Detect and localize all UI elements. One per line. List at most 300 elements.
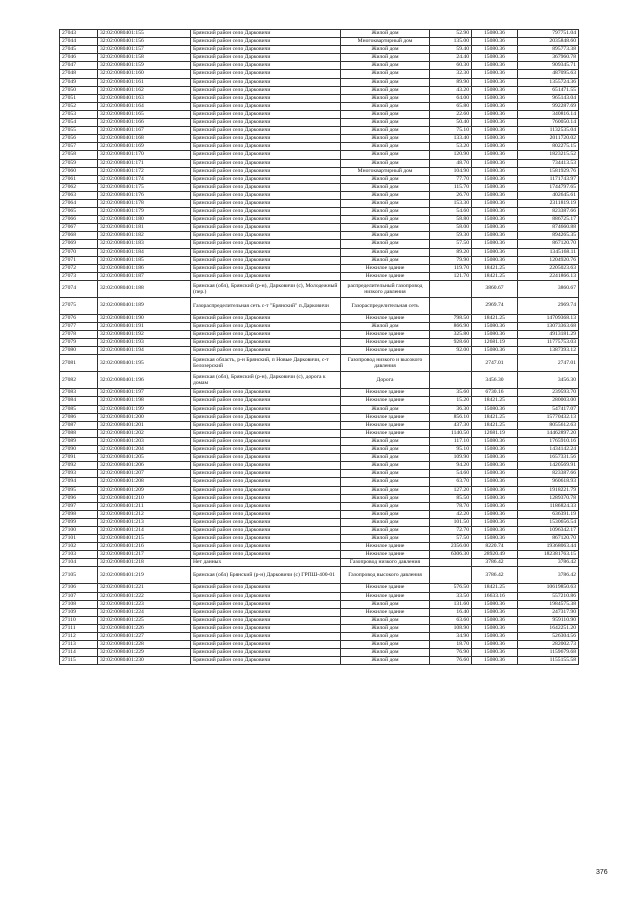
cadastral-number-cell: 32:02:0080401:174 xyxy=(98,175,191,183)
rate-cell: 15080.36 xyxy=(472,535,518,543)
area-cell: 437.30 xyxy=(430,421,472,429)
table-row xyxy=(60,151,579,159)
area-cell: 50.40 xyxy=(430,119,472,127)
table-row xyxy=(60,331,579,339)
cadastral-value-cell: 547417.07 xyxy=(518,405,579,413)
cadastral-value-cell: 797751.04 xyxy=(518,30,579,38)
table-row xyxy=(60,518,579,526)
cadastral-value-cell: 760050.14 xyxy=(518,119,579,127)
rate-cell: 15080.36 xyxy=(472,347,518,355)
object-type-cell: Жилой дом xyxy=(341,216,430,224)
cadastral-number-cell: 32:02:0080401:199 xyxy=(98,405,191,413)
cadastral-value-cell: 13073363.68 xyxy=(518,323,579,331)
object-type-cell: Нежилое здание xyxy=(341,314,430,322)
area-cell: 89.90 xyxy=(430,78,472,86)
object-type-cell: Жилой дом xyxy=(341,232,430,240)
table-row xyxy=(60,454,579,462)
rate-cell: 15080.36 xyxy=(472,616,518,624)
address-cell: Брянский район село Дарковичи xyxy=(191,584,341,592)
rate-cell: 15080.36 xyxy=(472,478,518,486)
row-number-cell: 27060 xyxy=(60,167,98,175)
area-cell: 32.30 xyxy=(430,70,472,78)
cadastral-number-cell: 32:02:0080401:188 xyxy=(98,280,191,297)
area-cell: 866.90 xyxy=(430,323,472,331)
cadastral-number-cell: 32:02:0080401:167 xyxy=(98,127,191,135)
area-cell: 92.00 xyxy=(430,347,472,355)
cadastral-value-cell: 2747.01 xyxy=(518,355,579,372)
address-cell: Брянский район село Дарковичи xyxy=(191,30,341,38)
cadastral-value-cell: 15770432.13 xyxy=(518,413,579,421)
table-row xyxy=(60,624,579,632)
cadastral-value-cell: 1387393.12 xyxy=(518,347,579,355)
table-row xyxy=(60,46,579,54)
cadastral-number-cell: 32:02:0080401:180 xyxy=(98,216,191,224)
table-row xyxy=(60,102,579,110)
row-number-cell: 27090 xyxy=(60,446,98,454)
table-row xyxy=(60,232,579,240)
area-cell: 48.70 xyxy=(430,159,472,167)
address-cell: Брянский район село Дарковичи xyxy=(191,600,341,608)
table-row xyxy=(60,70,579,78)
address-cell: Брянский район село Дарковичи xyxy=(191,470,341,478)
area-cell: 24.40 xyxy=(430,54,472,62)
rate-cell: 15080.36 xyxy=(472,510,518,518)
object-type-cell: Жилой дом xyxy=(341,143,430,151)
object-type-cell: Нежилое здание xyxy=(341,543,430,551)
row-number-cell: 27043 xyxy=(60,30,98,38)
cadastral-value-cell: 402645.61 xyxy=(518,191,579,199)
cadastral-number-cell: 32:02:0080401:212 xyxy=(98,510,191,518)
area-cell: 115.70 xyxy=(430,183,472,191)
object-type-cell: Жилой дом xyxy=(341,641,430,649)
address-cell: Брянский район село Дарковичи xyxy=(191,191,341,199)
address-cell: Брянский район село Дарковичи xyxy=(191,143,341,151)
cadastral-number-cell: 32:02:0080401:163 xyxy=(98,94,191,102)
address-cell: Брянский район село Дарковичи xyxy=(191,494,341,502)
cadastral-value-cell: 4913181.29 xyxy=(518,331,579,339)
cadastral-number-cell: 32:02:0080401:196 xyxy=(98,372,191,389)
object-type-cell: Жилой дом xyxy=(341,510,430,518)
object-type-cell: распределительный газопровод низкого давления xyxy=(341,280,430,297)
cadastral-value-cell: 3456.30 xyxy=(518,372,579,389)
row-number-cell: 27059 xyxy=(60,159,98,167)
area-cell: 72.70 xyxy=(430,526,472,534)
address-cell: Брянский район село Дарковичи xyxy=(191,86,341,94)
cadastral-number-cell: 32:02:0080401:184 xyxy=(98,248,191,256)
rate-cell: 15080.36 xyxy=(472,54,518,62)
rate-cell: 15080.36 xyxy=(472,94,518,102)
cadastral-number-cell: 32:02:0080401:175 xyxy=(98,183,191,191)
address-cell: Брянский район село Дарковичи xyxy=(191,264,341,272)
area-cell: 119.70 xyxy=(430,264,472,272)
cadastral-number-cell: 32:02:0080401:165 xyxy=(98,110,191,118)
address-cell: Брянский район село Дарковичи xyxy=(191,102,341,110)
table-row xyxy=(60,159,579,167)
table-row xyxy=(60,429,579,437)
object-type-cell: Жилой дом xyxy=(341,600,430,608)
cadastral-value-cell: 1434142.24 xyxy=(518,446,579,454)
area-cell xyxy=(430,372,472,389)
object-type-cell: Дорога xyxy=(341,372,430,389)
cadastral-number-cell: 32:02:0080401:194 xyxy=(98,347,191,355)
address-cell: Брянский район село Дарковичи xyxy=(191,183,341,191)
table-row xyxy=(60,30,579,38)
cadastral-value-cell: 886725.17 xyxy=(518,216,579,224)
table-row xyxy=(60,616,579,624)
cadastral-number-cell: 32:02:0080401:230 xyxy=(98,657,191,665)
area-cell: 78.70 xyxy=(430,502,472,510)
address-cell: Нет данных xyxy=(191,559,341,567)
rate-cell: 15080.36 xyxy=(472,224,518,232)
cadastral-value-cell: 651471.55 xyxy=(518,86,579,94)
object-type-cell: Нежилое здание xyxy=(341,389,430,397)
address-cell: Брянский район село Дарковичи xyxy=(191,347,341,355)
row-number-cell: 27067 xyxy=(60,224,98,232)
row-number-cell: 27076 xyxy=(60,314,98,322)
object-type-cell: Жилой дом xyxy=(341,535,430,543)
rate-cell: 15080.36 xyxy=(472,110,518,118)
row-number-cell: 27098 xyxy=(60,510,98,518)
object-type-cell: Жилой дом xyxy=(341,486,430,494)
cadastral-value-cell: 2311819.19 xyxy=(518,199,579,207)
row-number-cell: 27097 xyxy=(60,502,98,510)
cadastral-number-cell: 32:02:0080401:181 xyxy=(98,224,191,232)
cadastral-value-cell: 19368063.44 xyxy=(518,543,579,551)
area-cell: 63.70 xyxy=(430,478,472,486)
rate-cell: 15080.36 xyxy=(472,175,518,183)
cadastral-value-cell: 1581929.76 xyxy=(518,167,579,175)
table-row xyxy=(60,94,579,102)
object-type-cell: Нежилое здание xyxy=(341,413,430,421)
rate-cell: 12681.19 xyxy=(472,339,518,347)
cadastral-value-cell: 965143.04 xyxy=(518,94,579,102)
cadastral-value-cell: 867120.70 xyxy=(518,535,579,543)
table-row xyxy=(60,502,579,510)
address-cell: Брянский район село Дарковичи xyxy=(191,339,341,347)
cadastral-value-cell: 14709368.13 xyxy=(518,314,579,322)
row-number-cell: 27057 xyxy=(60,143,98,151)
object-type-cell: Нежилое здание xyxy=(341,429,430,437)
cadastral-value-cell: 340816.14 xyxy=(518,110,579,118)
rate-cell: 18421.25 xyxy=(472,421,518,429)
table-row xyxy=(60,633,579,641)
row-number-cell: 27077 xyxy=(60,323,98,331)
table-row xyxy=(60,510,579,518)
cadastral-number-cell: 32:02:0080401:182 xyxy=(98,232,191,240)
cadastral-number-cell: 32:02:0080401:200 xyxy=(98,413,191,421)
rate-cell: 15080.36 xyxy=(472,657,518,665)
row-number-cell: 27103 xyxy=(60,551,98,559)
area-cell: 35.60 xyxy=(430,389,472,397)
cadastral-value-cell: 636391.19 xyxy=(518,510,579,518)
table-row xyxy=(60,437,579,445)
cadastral-value-cell: 557210.86 xyxy=(518,592,579,600)
rate-cell: 15080.36 xyxy=(472,135,518,143)
cadastral-value-cell: 1289370.78 xyxy=(518,494,579,502)
rate-cell: 15080.36 xyxy=(472,470,518,478)
cadastral-number-cell: 32:02:0080401:222 xyxy=(98,592,191,600)
cadastral-value-cell: 823387.66 xyxy=(518,470,579,478)
area-cell: 108.90 xyxy=(430,624,472,632)
object-type-cell: Нежилое здание xyxy=(341,608,430,616)
cadastral-value-cell: 282002.73 xyxy=(518,641,579,649)
address-cell: Брянский район село Дарковичи xyxy=(191,94,341,102)
cadastral-value-cell: 280003.00 xyxy=(518,397,579,405)
address-cell: Брянский район село Дарковичи xyxy=(191,518,341,526)
address-cell: Брянский район село Дарковичи xyxy=(191,175,341,183)
row-number-cell: 27094 xyxy=(60,478,98,486)
rate-cell: 28920.49 xyxy=(472,551,518,559)
rate-cell: 18421.25 xyxy=(472,264,518,272)
cadastral-value-cell: 895773.38 xyxy=(518,46,579,54)
rate-cell: 15080.36 xyxy=(472,167,518,175)
row-number-cell: 27082 xyxy=(60,372,98,389)
row-number-cell: 27114 xyxy=(60,649,98,657)
cadastral-number-cell: 32:02:0080401:217 xyxy=(98,551,191,559)
address-cell: Брянский район село Дарковичи xyxy=(191,38,341,46)
area-cell: 79.90 xyxy=(430,256,472,264)
address-cell: Брянский район село Дарковичи xyxy=(191,151,341,159)
area-cell: 15.20 xyxy=(430,397,472,405)
address-cell: Брянский район село Дарковичи xyxy=(191,119,341,127)
row-number-cell: 27105 xyxy=(60,567,98,584)
address-cell: Брянский район село Дарковичи xyxy=(191,535,341,543)
rate-cell: 8220.74 xyxy=(472,543,518,551)
object-type-cell: Жилой дом xyxy=(341,224,430,232)
address-cell: Брянский район село Дарковичи xyxy=(191,624,341,632)
object-type-cell: Жилой дом xyxy=(341,633,430,641)
rate-cell: 6730.16 xyxy=(472,389,518,397)
object-type-cell: Нежилое здание xyxy=(341,584,430,592)
table-row xyxy=(60,191,579,199)
table-row xyxy=(60,641,579,649)
rate-cell: 15080.36 xyxy=(472,331,518,339)
rate-cell: 15080.36 xyxy=(472,62,518,70)
cadastral-number-cell: 32:02:0080401:211 xyxy=(98,502,191,510)
row-number-cell: 27069 xyxy=(60,240,98,248)
row-number-cell: 27070 xyxy=(60,248,98,256)
object-type-cell: Жилой дом xyxy=(341,470,430,478)
cadastral-value-cell: 1765910.16 xyxy=(518,437,579,445)
area-cell: 120.90 xyxy=(430,151,472,159)
object-type-cell: Жилой дом xyxy=(341,110,430,118)
cadastral-number-cell: 32:02:0080401:159 xyxy=(98,62,191,70)
area-cell: 76.60 xyxy=(430,657,472,665)
row-number-cell: 27079 xyxy=(60,339,98,347)
cadastral-number-cell: 32:02:0080401:190 xyxy=(98,314,191,322)
address-cell: Брянский район село Дарковичи xyxy=(191,314,341,322)
object-type-cell: Жилой дом xyxy=(341,240,430,248)
cadastral-value-cell: 823387.66 xyxy=(518,208,579,216)
cadastral-number-cell: 32:02:0080401:223 xyxy=(98,600,191,608)
cadastral-number-cell: 32:02:0080401:227 xyxy=(98,633,191,641)
rate-cell: 15080.36 xyxy=(472,70,518,78)
table-row xyxy=(60,486,579,494)
table-row xyxy=(60,135,579,143)
object-type-cell: Газопровод низкого и высокого давления xyxy=(341,355,430,372)
area-cell: 76.90 xyxy=(430,649,472,657)
area-cell: 57.50 xyxy=(430,535,472,543)
table-row xyxy=(60,494,579,502)
object-type-cell: Жилой дом xyxy=(341,62,430,70)
cadastral-value-cell: 1186824.33 xyxy=(518,502,579,510)
cadastral-number-cell: 32:02:0080401:171 xyxy=(98,159,191,167)
cadastral-value-cell: 2011720.02 xyxy=(518,135,579,143)
cadastral-number-cell: 32:02:0080401:207 xyxy=(98,470,191,478)
rate-cell: 15080.36 xyxy=(472,191,518,199)
rate-cell: 15080.36 xyxy=(472,437,518,445)
cadastral-number-cell: 32:02:0080401:162 xyxy=(98,86,191,94)
area-cell: 16.40 xyxy=(430,608,472,616)
row-number-cell: 27062 xyxy=(60,183,98,191)
row-number-cell: 27109 xyxy=(60,608,98,616)
table-row xyxy=(60,526,579,534)
table-row xyxy=(60,567,579,584)
object-type-cell: Многоквартирный дом xyxy=(341,167,430,175)
rate-cell: 18421.25 xyxy=(472,314,518,322)
area-cell: 36.30 xyxy=(430,405,472,413)
rate-cell: 15080.36 xyxy=(472,608,518,616)
row-number-cell: 27113 xyxy=(60,641,98,649)
row-number-cell: 27055 xyxy=(60,127,98,135)
cadastral-number-cell: 32:02:0080401:201 xyxy=(98,421,191,429)
rate-cell: 15080.36 xyxy=(472,624,518,632)
rate-cell: 15080.36 xyxy=(472,248,518,256)
cadastral-number-cell: 32:02:0080401:186 xyxy=(98,264,191,272)
cadastral-number-cell: 32:02:0080401:209 xyxy=(98,486,191,494)
table-row xyxy=(60,272,579,280)
area-cell: 95.10 xyxy=(430,446,472,454)
cadastral-number-cell: 32:02:0080401:179 xyxy=(98,208,191,216)
rate-cell: 15080.36 xyxy=(472,240,518,248)
row-number-cell: 27102 xyxy=(60,543,98,551)
address-cell: Брянский район село Дарковичи xyxy=(191,543,341,551)
row-number-cell: 27049 xyxy=(60,78,98,86)
address-cell: Брянский район село Дарковичи xyxy=(191,649,341,657)
cadastral-number-cell: 32:02:0080401:183 xyxy=(98,240,191,248)
table-row xyxy=(60,110,579,118)
object-type-cell: Жилой дом xyxy=(341,102,430,110)
address-cell: Брянский район село Дарковичи xyxy=(191,256,341,264)
address-cell: Брянский район село Дарковичи xyxy=(191,232,341,240)
cadastral-number-cell: 32:02:0080401:225 xyxy=(98,616,191,624)
object-type-cell: Жилой дом xyxy=(341,462,430,470)
rate-cell: 15080.36 xyxy=(472,486,518,494)
address-cell: Брянский район село Дарковичи xyxy=(191,413,341,421)
rate-cell: 15080.36 xyxy=(472,600,518,608)
row-number-cell: 27108 xyxy=(60,600,98,608)
address-cell: Брянская (обл), Брянский (р-н), Дарковичи (с), дорога к домам xyxy=(191,372,341,389)
rate-cell: 15080.36 xyxy=(472,78,518,86)
table-row xyxy=(60,119,579,127)
cadastral-value-cell: 1420569.91 xyxy=(518,462,579,470)
address-cell: Брянский район село Дарковичи xyxy=(191,502,341,510)
row-number-cell: 27051 xyxy=(60,94,98,102)
table-body xyxy=(60,30,579,665)
address-cell: Брянский район село Дарковичи xyxy=(191,592,341,600)
area-cell: 60.30 xyxy=(430,62,472,70)
row-number-cell: 27064 xyxy=(60,199,98,207)
row-number-cell: 27087 xyxy=(60,421,98,429)
area-cell: 325.80 xyxy=(430,331,472,339)
area-cell: 153.30 xyxy=(430,199,472,207)
table-row xyxy=(60,347,579,355)
object-type-cell: Жилой дом xyxy=(341,175,430,183)
cadastral-value-cell: 3786.42 xyxy=(518,567,579,584)
area-cell: 26.70 xyxy=(430,191,472,199)
address-cell: Газораспределительная сеть с-т "Брянский" п.Дарковичи xyxy=(191,297,341,314)
rate-cell: 15080.36 xyxy=(472,256,518,264)
object-type-cell: Нежилое здание xyxy=(341,421,430,429)
table-row xyxy=(60,208,579,216)
row-number-cell: 27078 xyxy=(60,331,98,339)
rate-cell: 15080.36 xyxy=(472,38,518,46)
row-number-cell: 27092 xyxy=(60,462,98,470)
object-type-cell: Жилой дом xyxy=(341,649,430,657)
cadastral-number-cell: 32:02:0080401:208 xyxy=(98,478,191,486)
rate-cell: 15080.36 xyxy=(472,46,518,54)
rate-cell: 15080.36 xyxy=(472,119,518,127)
cadastral-number-cell: 32:02:0080401:156 xyxy=(98,38,191,46)
object-type-cell: Жилой дом xyxy=(341,437,430,445)
object-type-cell: Жилой дом xyxy=(341,624,430,632)
cadastral-number-cell: 32:02:0080401:161 xyxy=(98,78,191,86)
address-cell: Брянский район село Дарковичи xyxy=(191,389,341,397)
cadastral-value-cell: 1823215.52 xyxy=(518,151,579,159)
area-cell: 576.50 xyxy=(430,584,472,592)
row-number-cell: 27056 xyxy=(60,135,98,143)
cadastral-number-cell: 32:02:0080401:170 xyxy=(98,151,191,159)
object-type-cell: Жилой дом xyxy=(341,119,430,127)
table-row xyxy=(60,413,579,421)
cadastral-value-cell: 487095.63 xyxy=(518,70,579,78)
row-number-cell: 27083 xyxy=(60,389,98,397)
object-type-cell: Жилой дом xyxy=(341,70,430,78)
row-number-cell: 27075 xyxy=(60,297,98,314)
row-number-cell: 27071 xyxy=(60,256,98,264)
cadastral-value-cell: 1155155.58 xyxy=(518,657,579,665)
row-number-cell: 27050 xyxy=(60,86,98,94)
cadastral-value-cell: 1530656.54 xyxy=(518,518,579,526)
address-cell: Брянский район село Дарковичи xyxy=(191,272,341,280)
object-type-cell: Жилой дом xyxy=(341,151,430,159)
table-row xyxy=(60,224,579,232)
table-row xyxy=(60,592,579,600)
row-number-cell: 27080 xyxy=(60,347,98,355)
rate-cell: 3860.67 xyxy=(472,280,518,297)
address-cell: Брянская область, р-н Брянский, п Новые Дарковичи, с-т Белозерский xyxy=(191,355,341,372)
area-cell: 928.60 xyxy=(430,339,472,347)
row-number-cell: 27110 xyxy=(60,616,98,624)
row-number-cell: 27045 xyxy=(60,46,98,54)
address-cell: Брянский район село Дарковичи xyxy=(191,208,341,216)
cadastral-number-cell: 32:02:0080401:229 xyxy=(98,649,191,657)
cadastral-number-cell: 32:02:0080401:157 xyxy=(98,46,191,54)
table-row xyxy=(60,405,579,413)
cadastral-value-cell: 909345.71 xyxy=(518,62,579,70)
area-cell: 798.50 xyxy=(430,314,472,322)
cadastral-value-cell: 3860.67 xyxy=(518,280,579,297)
cadastral-number-cell: 32:02:0080401:214 xyxy=(98,526,191,534)
object-type-cell: Жилой дом xyxy=(341,405,430,413)
cadastral-value-cell: 526304.56 xyxy=(518,633,579,641)
cadastral-value-cell: 2969.74 xyxy=(518,297,579,314)
property-register-table xyxy=(59,29,579,665)
cadastral-value-cell: 1918221.79 xyxy=(518,486,579,494)
cadastral-value-cell: 1132535.04 xyxy=(518,127,579,135)
cadastral-value-cell: 8055612.63 xyxy=(518,421,579,429)
cadastral-value-cell: 894265.35 xyxy=(518,232,579,240)
